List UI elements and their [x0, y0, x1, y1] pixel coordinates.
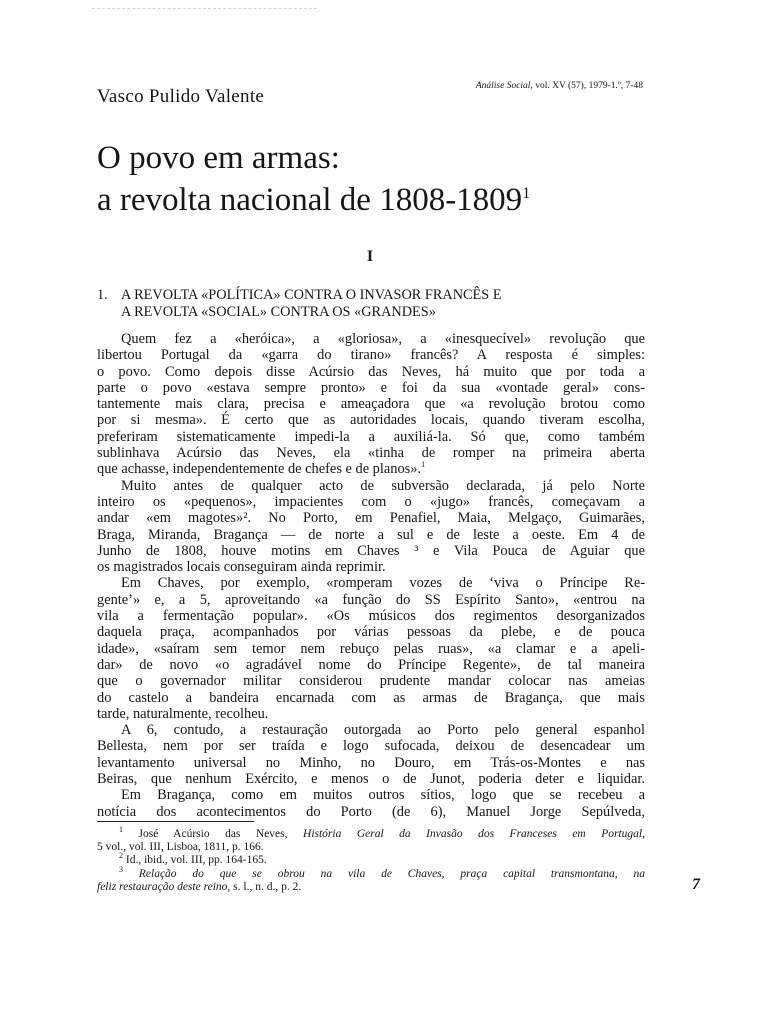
body-line: Quem fez a «heróica», a «gloriosa», a «inesquecível» revolução que: [121, 331, 645, 347]
author-name: Vasco Pulido Valente: [97, 86, 265, 107]
heading-line-1: A REVOLTA «POLÍTICA» CONTRA O INVASOR FRANCÊS E: [121, 287, 502, 303]
body-line-text: que achasse, independentemente de chefes e de planos».: [97, 461, 422, 478]
body-line: Beiras, que nenhum Exército, e menos o de Junot, poderia deter e liquidar.: [97, 771, 645, 788]
body-line: Bellesta, nem por ser traída e logo sufocada, deixou de desencadear um: [97, 738, 645, 755]
body-line: Braga, Miranda, Bragança — de norte a sul e de leste a oeste. Em 4 de: [97, 526, 645, 543]
footnote-2-text: Id., ibid., vol. III, pp. 164-165.: [125, 854, 267, 867]
body-line: notícia dos acontecimentos do Porto (de 6), Manuel Jorge Sepúlveda,: [97, 803, 645, 820]
footnote-1: [97, 825, 645, 841]
body-line: andar «em magotes»². No Porto, em Penafiel, Maia, Melgaço, Guimarães,: [97, 510, 645, 527]
body-line: por si mesma». É certo que as autoridades locais, quando tiveram escolha,: [97, 412, 645, 429]
footnotes: [97, 825, 646, 894]
body-line: libertou Portugal da «garra do tirano» francês? A resposta é simples:: [97, 347, 645, 364]
footnote-3-continued: [97, 881, 645, 894]
body-text: [97, 331, 645, 820]
body-line: [97, 461, 645, 477]
footnote-1-marker: 1: [119, 825, 123, 835]
body-line: inteiro os «pequenos», impacientes com o «jugo» francês, começavam a: [97, 493, 645, 510]
body-line: tantemente mais clara, precisa e ameaçadora que «a revolução brotou como: [97, 396, 645, 413]
body-line: Em Bragança, como em muitos outros sítios, logo que se recebeu a: [121, 787, 645, 804]
body-line: dar» de novo «o agradável nome do Príncipe Regente», de tal maneira: [97, 656, 645, 673]
body-line: preferiram sistematicamente impedi-la a auxiliá-la. Só que, como também: [97, 428, 645, 445]
footnote-2-marker: 2: [119, 851, 123, 861]
footnote-3-marker: 3: [119, 864, 123, 874]
body-line: tarde, naturalmente, recolheu.: [97, 705, 269, 722]
journal-citation: [476, 81, 643, 91]
body-line: do castelo a bandeira encarnada com as armas de Bragança, que mais: [97, 689, 645, 706]
footnote-marker: 1: [421, 460, 426, 470]
body-line: Muito antes de qualquer acto de subversão declarada, já pelo Norte: [121, 477, 645, 494]
footnote-3-work: Relação do que se obrou na vila de Chaves, praça capital transmontana, na: [138, 867, 646, 880]
journal-name: Análise Social,: [475, 81, 533, 91]
body-line: que o governador militar considerou prudente mandar colocar nas ameias: [97, 673, 645, 690]
title-footnote-marker: 1: [522, 185, 531, 202]
body-line: daquela praça, acompanhados por várias pessoas da plebe, e de pouca: [97, 624, 645, 641]
body-line: parte o povo «estava sempre pronto» e foi da sua «vontade geral» cons-: [97, 379, 645, 396]
body-line: o povo. Como depois disse Acúrsio das Neves, há muito que por toda a: [97, 363, 645, 380]
body-line: sublinhava Acúrsio das Neves, ela «tinha de romper na primeira aberta: [97, 445, 645, 462]
footnote-divider: [97, 821, 254, 822]
section-heading: [97, 287, 645, 320]
heading-line-2: A REVOLTA «SOCIAL» CONTRA OS «GRANDES»: [121, 303, 436, 320]
body-line: gente’» e, a 5, aproveitando «a função do SS Espírito Santo», «entrou na: [97, 591, 645, 608]
heading-number: 1.: [97, 287, 108, 303]
footnote-1-work: História Geral da Invasão dos Franceses em Portugal,: [303, 828, 645, 840]
footnote-3-details: s. l., n. d., p. 2.: [233, 880, 302, 893]
body-line: os magistrados locais conseguiram ainda reprimir.: [97, 559, 386, 576]
body-line: vila a fermentação popular». «Os músicos dos regimentos desorganizados: [97, 608, 645, 625]
footnote-3: [97, 864, 646, 881]
scan-artifact: [92, 8, 317, 15]
body-line: levantamento universal no Minho, no Douro, em Trás-os-Montes e nas: [97, 754, 645, 771]
body-line: Em Chaves, por exemplo, «romperam vozes de ‘viva o Príncipe Re-: [121, 575, 645, 592]
journal-volume: vol. XV (57), 1979-1.º, 7-48: [535, 81, 643, 91]
section-number: I: [366, 248, 374, 265]
footnote-1-author: José Acúrsio das Neves,: [138, 828, 288, 840]
title-line-2: [97, 179, 530, 221]
footnote-1-continued: 5 vol., vol. III, Lisboa, 1811, p. 166.: [97, 841, 264, 854]
page-number: 7: [692, 876, 700, 893]
title-line-1: O povo em armas:: [97, 140, 340, 176]
body-line: idade», «saíram sem temor nem rebuço pelas ruas», «a clamar e a apeli-: [97, 640, 645, 657]
footnote-2: [97, 851, 645, 867]
title-line-2-text: a revolta nacional de 1808-1809: [97, 182, 523, 218]
footnote-3-work-cont: feliz restauração deste reino,: [97, 880, 231, 893]
body-line: A 6, contudo, a restauração outorgada ao Porto pelo general espanhol: [121, 722, 645, 739]
body-line: Junho de 1808, houve motins em Chaves ³ e Vila Pouca de Aguiar que: [97, 542, 645, 559]
article-title: [97, 137, 530, 221]
